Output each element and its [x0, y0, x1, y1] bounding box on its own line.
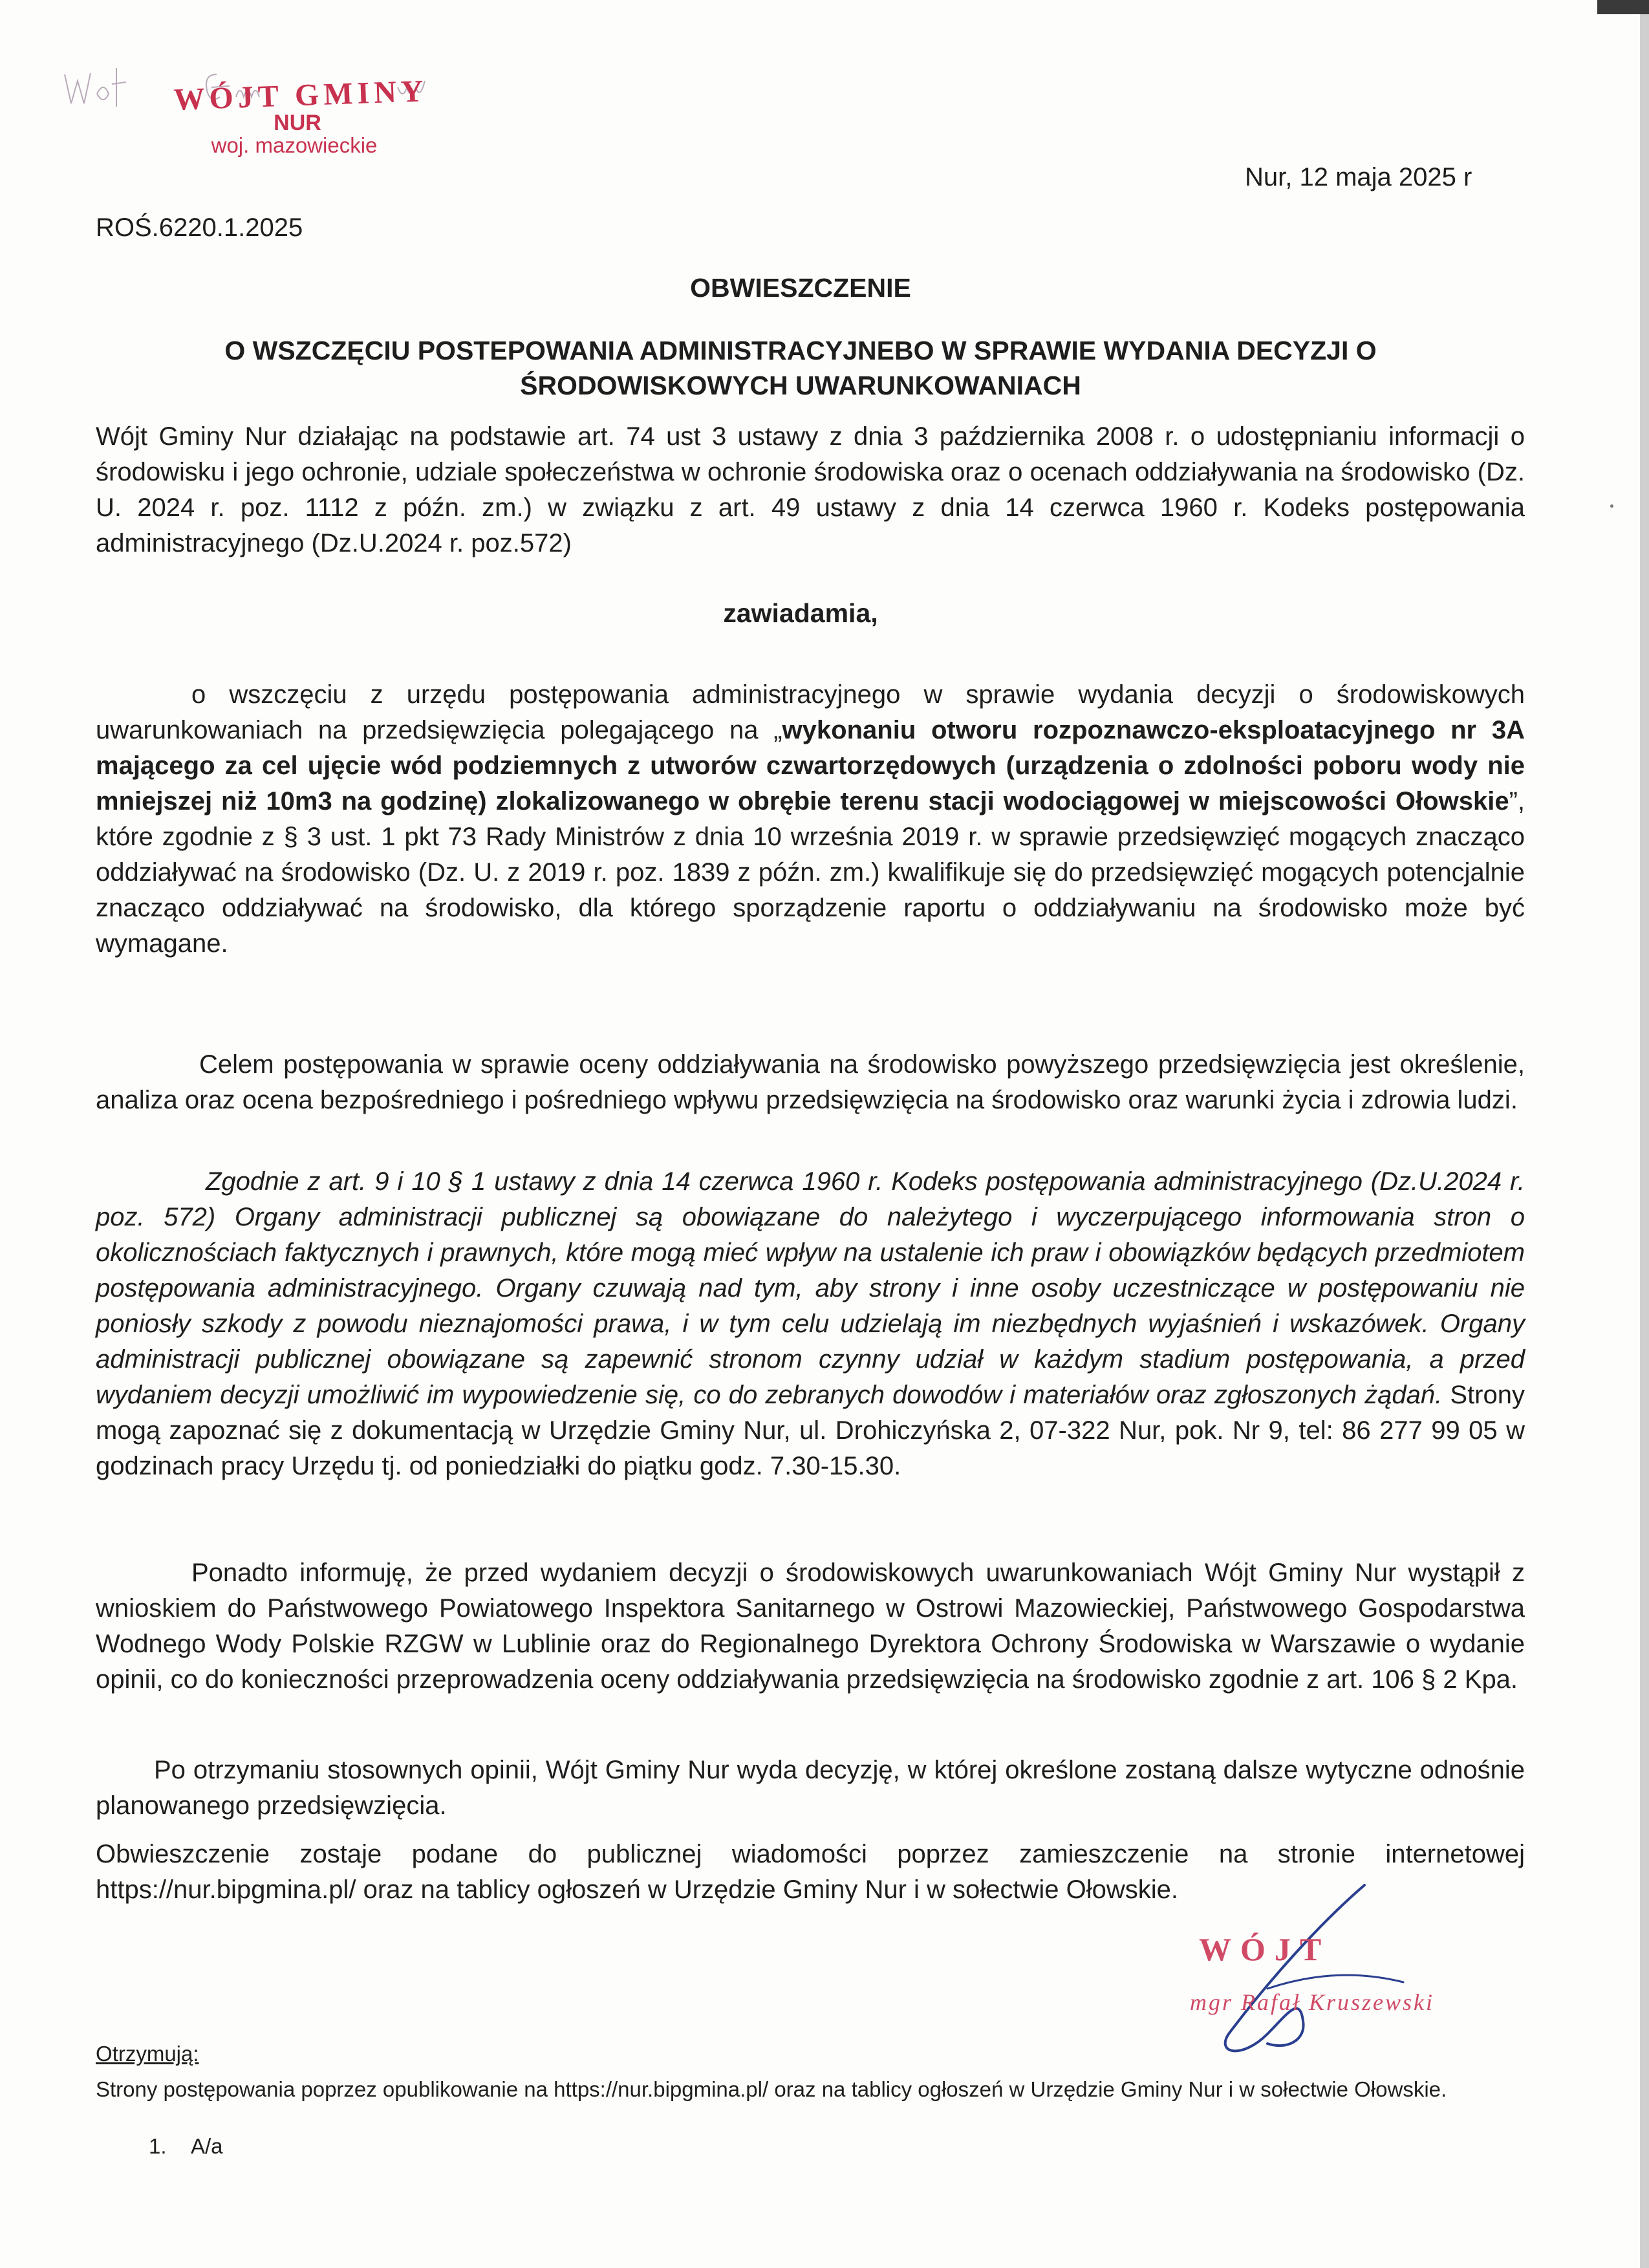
subtitle-line-2: ŚRODOWISKOWYCH UWARUNKOWANIACH [520, 371, 1081, 400]
paragraph-initiation [96, 677, 1525, 962]
paragraph-opinions: Ponadto informuję, że przed wydaniem decyzji o środowiskowych uwarunkowaniach Wójt Gminy Nur wystąpił z wnioskiem do Państwowego Powiatowego Inspektora Sanitarnego w Ostrowi Mazowieckiej, Państwowego Gospodarstwa Wodnego Wody Polskie RZGW w Lublinie oraz do Regionalnego Dyrektora Ochrony Środowiska w Warszawie o wydanie opinii, co do konieczności przeprowadzenia oceny oddziaływania przedsięwzięcia na środowisko zgodnie z art. 106 § 2 Kpa. [96, 1559, 1525, 1694]
recipient-item [149, 2134, 223, 2159]
para3-normal: Strony mogą zapoznać się z dokumentacją w Urzędzie Gminy Nur, ul. Drohiczyńska 2, 07-322 Nur, pok. Nr 9, tel: 86 277 99 05 w godzinach pracy Urzędu tj. od poniedziałki do piątku godz. 7.30-15.30. [96, 1381, 1525, 1480]
signature-stamp [1190, 1924, 1436, 2040]
paragraph-purpose: Celem postępowania w sprawie oceny oddziaływania na środowisko powyższego przedsięwzięcia jest określenie, analiza oraz ocena bezpośredniego i pośredniego wpływu przedsięwzięcia na środowisko oraz warunki życia i zdrowia ludzi. [96, 1050, 1525, 1114]
recipients-heading: Otrzymują: [96, 2042, 199, 2066]
paragraph-publication: Obwieszczenie zostaje podane do publicznej wiadomości poprzez zamieszczenie na stronie internetowej https://nur.bipgmina.pl/ oraz na tablicy ogłoszeń w Urzędzie Gminy Nur i w sołectwie Ołowskie. [96, 1840, 1525, 1904]
intro-paragraph: Wójt Gminy Nur działając na podstawie art. 74 ust 3 ustawy z dnia 3 października 2008 r. o udostępnianiu informacji o środowisku i jego ochronie, udziale społeczeństwa w ochronie środowiska oraz o ocenach oddziaływania na środowisko (Dz. U. 2024 r. poz. 1112 z późn. zm.) w związku z art. 49 ustawy z dnia 14 czerwca 1960 r. Kodeks postępowania administracyjnego (Dz.U.2024 r. poz.572) [96, 422, 1525, 557]
signature-name: mgr Rafał Kruszewski [1190, 1989, 1435, 2015]
para3-italic: Zgodnie z art. 9 i 10 § 1 ustawy z dnia 14 czerwca 1960 r. Kodeks postępowania administracyjnego (Dz.U.2024 r. poz. 572) Organy administracji publicznej są obowiązane do należytego i wyczerpującego informowania stron o okolicznościach faktycznych i prawnych, które mogą mieć wpływ na ustalenie ich praw i obowiązków będących przedmiotem postępowania administracyjnego. Organy czuwają nad tym, aby strony i inne osoby uczestniczące w postępowaniu nie poniosły szkody z powodu nieznajomości prawa, i w tym celu udzielają im niezbędnych wyjaśnień i wskazówek. Organy administracji publicznej obowiązane są zapewnić stronom czynny udział w każdym stadium postępowania, a przed wydaniem decyzji umożliwić im wypowiedzenie się, co do zebranych dowodów i materiałów oraz zgłoszonych żądań. [96, 1167, 1525, 1409]
reference-number: ROŚ.6220.1.2025 [96, 213, 303, 242]
recipient-label: A/a [191, 2134, 223, 2158]
para1-before: o wszczęciu z urzędu postępowania administracyjnego w sprawie wydania decyzji o środowiskowych uwarunkowaniach na przedsięwzięcia polegającego na „ [96, 680, 1525, 744]
document-date: Nur, 12 maja 2025 r [1245, 163, 1472, 191]
paragraph-rights [96, 1164, 1525, 1484]
notifies-heading: zawiadamia, [723, 598, 878, 628]
scan-edge-top [1597, 0, 1649, 14]
document-title: OBWIESZCZENIE [690, 273, 911, 303]
scan-edge [1640, 0, 1649, 2268]
stamp-line-2: NUR [274, 111, 321, 135]
para1-project: wykonaniu otworu rozpoznawczo-eksploatacyjnego nr 3A mającego za cel ujęcie wód podziemnych z utworów czwartorzędowych (urządzenia o zdolności poboru wody nie mniejszej niż 10m3 na godzinę) zlokalizowanego w obrębie terenu stacji wodociągowej w miejscowości Ołowskie [96, 716, 1525, 815]
stamp-line-1: WÓJT GMINY [173, 74, 429, 117]
signature-scribble [1190, 1872, 1423, 2066]
scan-speck [1610, 504, 1613, 508]
para1-after: ”, które zgodnie z § 3 ust. 1 pkt 73 Rady Ministrów z dnia 10 września 2019 r. w sprawie przedsięwzięć mogących znacząco oddziaływać na środowisko (Dz. U. z 2019 r. poz. 1839 z późn. zm.) kwalifikuje się do przedsięwzięć mogących potencjalnie znacząco oddziaływać na środowisko, dla którego sporządzenie raportu o oddziaływaniu na środowisko może być wymagane. [96, 787, 1525, 958]
stamp-line-3: woj. mazowieckie [211, 133, 378, 157]
office-stamp [123, 74, 459, 200]
subtitle-line-1: O WSZCZĘCIU POSTEPOWANIA ADMINISTRACYJNEBO W SPRAWIE WYDANIA DECYZJI O [224, 336, 1377, 365]
document-subtitle [96, 333, 1505, 403]
signature-title: WÓJT [1199, 1931, 1331, 1967]
recipient-number: 1. [149, 2134, 167, 2158]
recipients-text: Strony postępowania poprzez opublikowanie na https://nur.bipgmina.pl/ oraz na tablicy ogłoszeń w Urzędzie Gminy Nur i w sołectwie Ołowskie. [96, 2077, 1447, 2101]
paragraph-decision: Po otrzymaniu stosownych opinii, Wójt Gminy Nur wyda decyzję, w której określone zostaną dalsze wytyczne odnośnie planowanego przedsięwzięcia. [96, 1756, 1525, 1820]
